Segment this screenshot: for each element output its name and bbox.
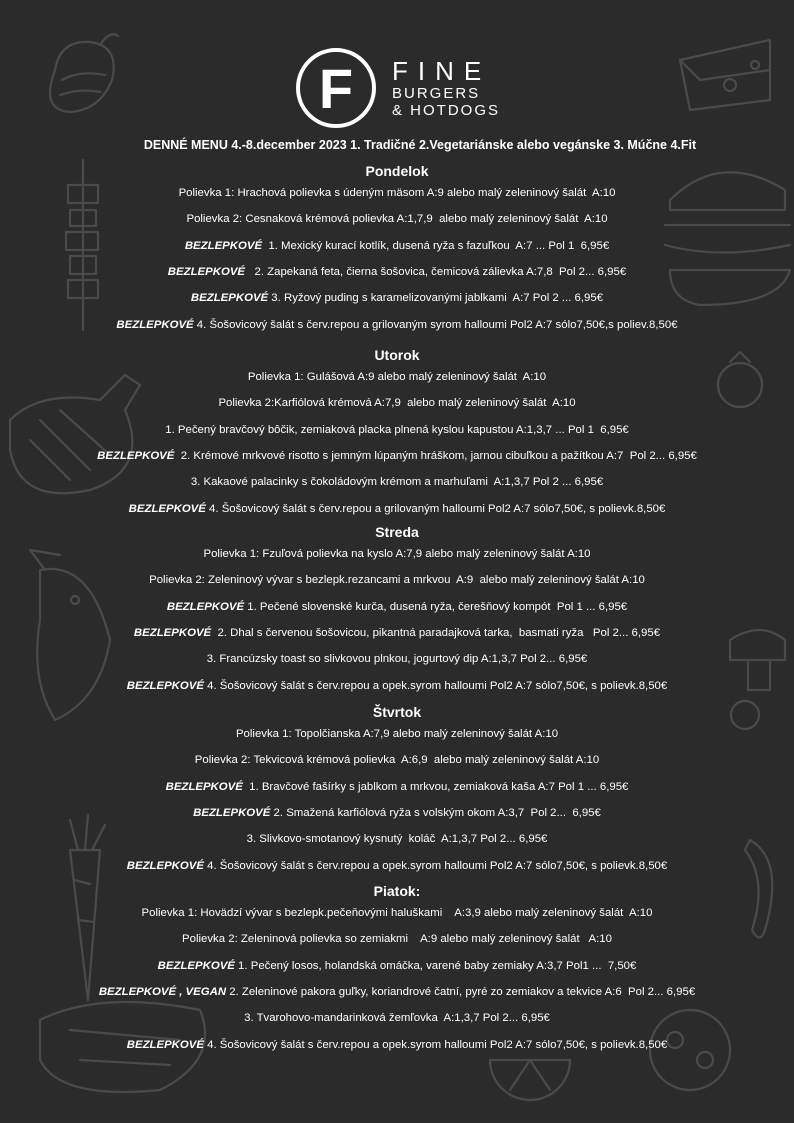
menu-item xyxy=(0,627,794,639)
menu-item-text: 2. Dhal s červenou šošovicou, pikantná paradajková tarka, basmati ryža Pol 2... 6,95€ xyxy=(211,626,661,639)
gluten-free-tag: BEZLEPKOVÉ xyxy=(184,239,263,252)
gluten-free-tag: BEZLEPKOVÉ xyxy=(97,449,175,462)
menu-item xyxy=(0,680,794,692)
menu-item-text: Polievka 2: Zeleninová polievka so zemiakmi A:9 alebo malý zeleninový šalát A:10 xyxy=(182,933,612,946)
menu-item-text: 4. Šošovicový šalát s červ.repou a opek.syrom halloumi Pol2 A:7 sólo7,50€, s polievk.8,50€ xyxy=(203,859,668,872)
menu-item xyxy=(0,601,794,613)
menu-item-text: 2. Smažená karfiólová ryža s volským okom A:3,7 Pol 2... 6,95€ xyxy=(270,806,601,819)
gluten-free-tag: BEZLEPKOVÉ , VEGAN xyxy=(98,985,227,998)
menu-item xyxy=(0,424,794,436)
menu-item-text: Polievka 1: Hovädzí vývar s bezlepk.pečeňovými haluškami A:3,9 alebo malý zeleninový šalát A:10 xyxy=(141,907,653,919)
menu-item xyxy=(0,1012,794,1024)
menu-item-text: 3. Tvarohovo-mandarinková žemľovka A:1,3,7 Pol 2... 6,95€ xyxy=(244,1012,550,1025)
gluten-free-tag: BEZLEPKOVÉ xyxy=(165,780,243,793)
gluten-free-tag: BEZLEPKOVÉ xyxy=(126,859,204,872)
menu-item xyxy=(0,319,794,331)
menu-header: DENNÉ MENU 4.-8.december 2023 1. Tradičné 2.Vegetariánske alebo vegánske 3. Múčne 4.Fit xyxy=(143,138,697,152)
day-heading: Utorok xyxy=(374,347,420,363)
menu-item xyxy=(0,574,794,586)
menu-item xyxy=(0,187,794,199)
menu-item xyxy=(0,503,794,515)
menu-item-text: 1. Bravčové fašírky s jablkom a mrkvou, zemiaková kaša A:7 Pol 1 ... 6,95€ xyxy=(242,780,629,793)
gluten-free-tag: BEZLEPKOVÉ xyxy=(126,679,204,692)
menu-item-text: Polievka 2: Cesnaková krémová polievka A:1,7,9 alebo malý zeleninový šalát A:10 xyxy=(186,213,608,226)
gluten-free-tag: BEZLEPKOVÉ xyxy=(128,502,206,515)
menu-item-text: 3. Francúzsky toast so slivkovou plnkou, jogurtový dip A:1,3,7 Pol 2... 6,95€ xyxy=(206,653,588,666)
menu-item-text: 3. Slivkovo-smotanový kysnutý koláč A:1,3,7 Pol 2... 6,95€ xyxy=(246,833,548,846)
menu-item-text: Polievka 1: Fzuľová polievka na kyslo A:7,9 alebo malý zeleninový šalát A:10 xyxy=(203,548,591,560)
menu-item-text: Polievka 2: Tekvicová krémová polievka A:6,9 alebo malý zeleninový šalát A:10 xyxy=(194,754,600,767)
menu-item xyxy=(0,1039,794,1051)
logo-line-2: BURGERS xyxy=(392,85,481,102)
menu-item-text: 4. Šošovicový šalát s červ.repou a grilovaným halloumi Pol2 A:7 sólo7,50€, s polievk.8,50€ xyxy=(205,502,666,515)
menu-item-text: 3. Ryžový puding s karamelizovanými jablkami A:7 Pol 2 ... 6,95€ xyxy=(268,292,604,305)
menu-item-text: 1. Pečené slovenské kurča, dusená ryža, čerešňový kompót Pol 1 ... 6,95€ xyxy=(244,600,628,613)
onion-icon xyxy=(50,34,118,112)
gluten-free-tag: BEZLEPKOVÉ xyxy=(133,626,212,639)
menu-item xyxy=(0,986,794,998)
gluten-free-tag: BEZLEPKOVÉ xyxy=(116,318,194,331)
menu-item-text: Polievka 1: Topolčianska A:7,9 alebo malý zeleninový šalát A:10 xyxy=(235,728,559,740)
menu-item-text: Polievka 2:Karfiólová krémová A:7,9 alebo malý zeleninový šalát A:10 xyxy=(218,397,576,410)
gluten-free-tag: BEZLEPKOVÉ xyxy=(157,959,235,972)
day-heading: Pondelok xyxy=(365,163,429,179)
menu-item xyxy=(0,860,794,872)
menu-item-text: 4. Šošovicový šalát s červ.repou a grilovaným syrom halloumi Pol2 A:7 sólo7,50€,s poliev.8,50€ xyxy=(193,318,678,331)
lime-icon xyxy=(490,1060,570,1100)
menu-item xyxy=(0,266,794,278)
menu-item-text: 4. Šošovicový šalát s červ.repou a opek.syrom halloumi Pol2 A:7 sólo7,50€, s polievk.8,50€ xyxy=(203,679,668,692)
gluten-free-tag: BEZLEPKOVÉ xyxy=(190,292,269,305)
menu-item xyxy=(0,781,794,793)
logo-line-1: FINE xyxy=(392,56,492,86)
menu-item-text: 1. Pečený losos, holandská omáčka, varené baby zemiaky A:3,7 Pol1 ... 7,50€ xyxy=(234,959,637,972)
menu-item-text: 2. Zeleninové pakora guľky, koriandrové čatní, pyré zo zemiakov a tekvice A:6 Pol 2... 6,95€ xyxy=(226,985,696,998)
logo-emblem xyxy=(296,48,376,128)
menu-item xyxy=(0,371,794,383)
menu-item xyxy=(0,240,794,252)
brand-logo xyxy=(296,44,500,132)
menu-item xyxy=(0,292,794,304)
menu-item-text: Polievka 2: Zeleninový vývar s bezlepk.rezancami a mrkvou A:9 alebo malý zeleninový šalát A:10 xyxy=(149,574,645,587)
menu-item-text: 2. Krémové mrkvové risotto s jemným lúpaným hráškom, jarnou cibuľkou a pažítkou A:7 Pol 2... 6,95€ xyxy=(174,449,697,462)
menu-item-text: 2. Zapekaná feta, čierna šošovica, čemicová zálievka A:7,8 Pol 2... 6,95€ xyxy=(245,265,627,278)
logo-wordmark xyxy=(392,58,500,118)
menu-item xyxy=(0,476,794,488)
day-heading: Piatok: xyxy=(373,883,421,899)
menu-item xyxy=(0,653,794,665)
gluten-free-tag: BEZLEPKOVÉ xyxy=(166,600,245,613)
gluten-free-tag: BEZLEPKOVÉ xyxy=(167,265,246,278)
day-heading: Štvrtok xyxy=(372,704,422,720)
menu-item-text: 1. Pečený bravčový bôčik, zemiaková placka plnená kyslou kapustou A:1,3,7 ... Pol 1 6,95€ xyxy=(165,423,629,436)
menu-item xyxy=(0,833,794,845)
menu-item xyxy=(0,754,794,766)
menu-item xyxy=(0,907,794,919)
menu-item xyxy=(0,213,794,225)
menu-item xyxy=(0,728,794,740)
menu-item-text: Polievka 1: Gulášová A:9 alebo malý zeleninový šalát A:10 xyxy=(247,371,547,383)
menu-item xyxy=(0,397,794,409)
logo-line-3: & HOTDOGS xyxy=(392,102,501,119)
menu-item xyxy=(0,960,794,972)
menu-item-text: 4. Šošovicový šalát s červ.repou a opek.syrom halloumi Pol2 A:7 sólo7,50€, s polievk.8,50€ xyxy=(203,1038,668,1051)
menu-item-text: 1. Mexický kurací kotlík, dusená ryža s fazuľkou A:7 ... Pol 1 6,95€ xyxy=(262,239,610,252)
menu-item xyxy=(0,807,794,819)
menu-item xyxy=(0,450,794,462)
day-heading: Streda xyxy=(375,524,419,540)
gluten-free-tag: BEZLEPKOVÉ xyxy=(193,806,271,819)
menu-item xyxy=(0,548,794,560)
cheese-icon xyxy=(680,40,770,110)
menu-item xyxy=(0,933,794,945)
gluten-free-tag: BEZLEPKOVÉ xyxy=(126,1038,204,1051)
menu-item-text: Polievka 1: Hrachová polievka s údeným mäsom A:9 alebo malý zeleninový šalát A:10 xyxy=(178,187,616,199)
menu-item-text: 3. Kakaové palacinky s čokoládovým krémom a marhuľami A:1,3,7 Pol 2 ... 6,95€ xyxy=(190,476,604,489)
logo-letter: F xyxy=(318,57,354,120)
